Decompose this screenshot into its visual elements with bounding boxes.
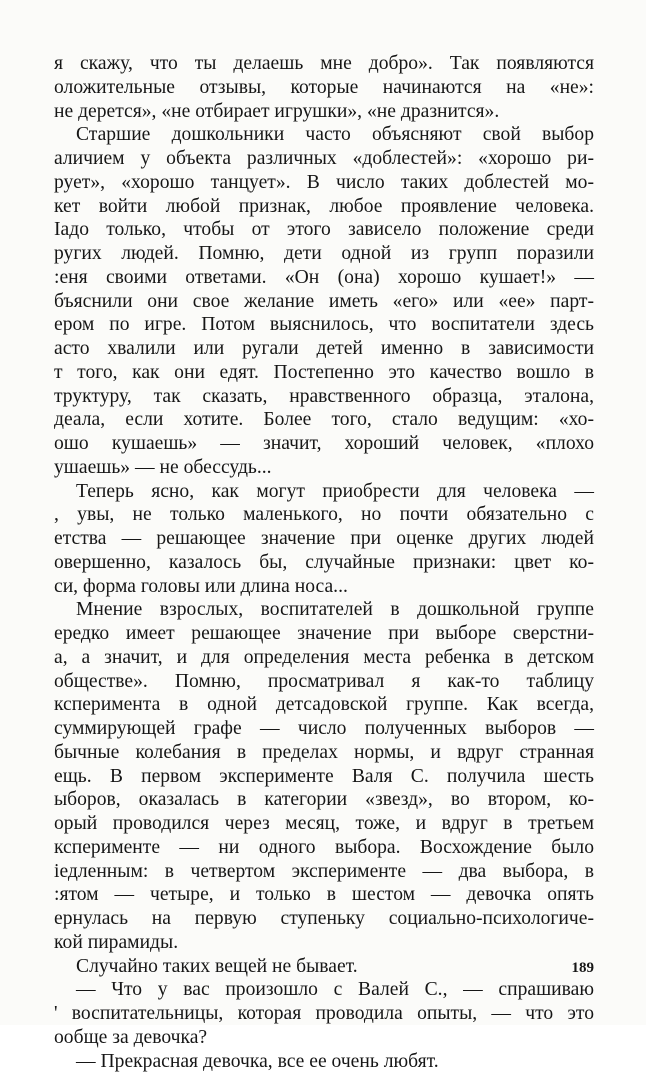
paragraph — [54, 598, 594, 954]
paragraph — [54, 52, 594, 123]
text-line: я скажу, что ты делаешь мне добро». Так появляются — [54, 52, 594, 76]
text-line: бъяснили они свое желание иметь «его» или «ее» парт- — [54, 290, 594, 314]
text-line: си, форма головы или длина носа... — [54, 575, 594, 599]
text-line: оложительные отзывы, которые начинаются на «не»: — [54, 76, 594, 100]
text-line: ксперимента в одной детсадовской группе. Как всегда, — [54, 693, 594, 717]
text-line: етства — решающее значение при оценке других людей — [54, 527, 594, 551]
text-line: ередко имеет решающее значение при выборе сверстни- — [54, 622, 594, 646]
text-line: :ятом — четыре, и только в шестом — девочка опять — [54, 883, 594, 907]
text-line: ером по игре. Потом выяснилось, что воспитатели здесь — [54, 313, 594, 337]
text-line: орый проводился через месяц, тоже, и вдруг в третьем — [54, 812, 594, 836]
text-line: деала, если хотите. Более того, стало ведущим: «хо- — [54, 408, 594, 432]
paragraph — [54, 123, 594, 479]
text-line: ' воспитательницы, которая проводила опыты, — что это — [54, 1002, 594, 1026]
text-line: труктуру, так сказать, нравственного образца, эталона, — [54, 385, 594, 409]
text-line: Іадо только, чтобы от этого зависело положение среди — [54, 218, 594, 242]
text-line: , увы, не только маленького, но почти обязательно с — [54, 503, 594, 527]
paragraph — [54, 978, 594, 1049]
text-line: суммирующей графе — число полученных выборов — — [54, 717, 594, 741]
paragraph — [54, 480, 594, 599]
text-line: не дерется», «не отбирает игрушки», «не дразнится». — [54, 100, 594, 124]
text-line: :еня своими ответами. «Он (она) хорошо кушает!» — — [54, 266, 594, 290]
text-line: ещь. В первом эксперименте Валя С. получила шесть — [54, 765, 594, 789]
text-line: бычные колебания в пределах нормы, и вдруг странная — [54, 741, 594, 765]
text-line: кет войти любой признак, любое проявление человека. — [54, 195, 594, 219]
text-line: ошо кушаешь» — значит, хороший человек, «плохо — [54, 432, 594, 456]
text-line: аличием у объекта различных «доблестей»: «хорошо ри- — [54, 147, 594, 171]
text-line: ыборов, оказалась в категории «звезд», во втором, ко- — [54, 788, 594, 812]
text-line: ообще за девочка? — [54, 1026, 594, 1050]
text-line: обществе». Помню, просматривал я как-то таблицу — [54, 670, 594, 694]
text-line: рует», «хорошо танцует». В число таких доблестей мо- — [54, 171, 594, 195]
text-line: ругих людей. Помню, дети одной из групп поразили — [54, 242, 594, 266]
text-line: Случайно таких вещей не бывает. — [54, 955, 594, 979]
text-line: асто хвалили или ругали детей именно в зависимости — [54, 337, 594, 361]
text-line: Теперь ясно, как могут приобрести для человека — — [54, 480, 594, 504]
text-line: — Что у вас произошло с Валей С., — спрашиваю — [54, 978, 594, 1002]
text-line: ушаешь» — не обессудь... — [54, 456, 594, 480]
text-line: ксперименте — ни одного выбора. Восхождение было — [54, 836, 594, 860]
text-line: ернулась на первую ступеньку социально-психологиче- — [54, 907, 594, 931]
text-line: іедленным: в четвертом эксперименте — два выбора, в — [54, 860, 594, 884]
paragraph — [54, 1050, 594, 1073]
text-line: а, а значит, и для определения места ребенка в детском — [54, 646, 594, 670]
paragraph — [54, 955, 594, 979]
text-line: овершенно, казалось бы, случайные признаки: цвет ко- — [54, 551, 594, 575]
text-line: кой пирамиды. — [54, 931, 594, 955]
text-line: т того, как они едят. Постепенно это качество вошло в — [54, 361, 594, 385]
text-line: — Прекрасная девочка, все ее очень любят. — [54, 1050, 594, 1073]
text-line: Мнение взрослых, воспитателей в дошкольной группе — [54, 598, 594, 622]
text-line: Старшие дошкольники часто объясняют свой выбор — [54, 123, 594, 147]
body-text — [54, 52, 594, 1073]
page-number: 189 — [560, 960, 594, 977]
